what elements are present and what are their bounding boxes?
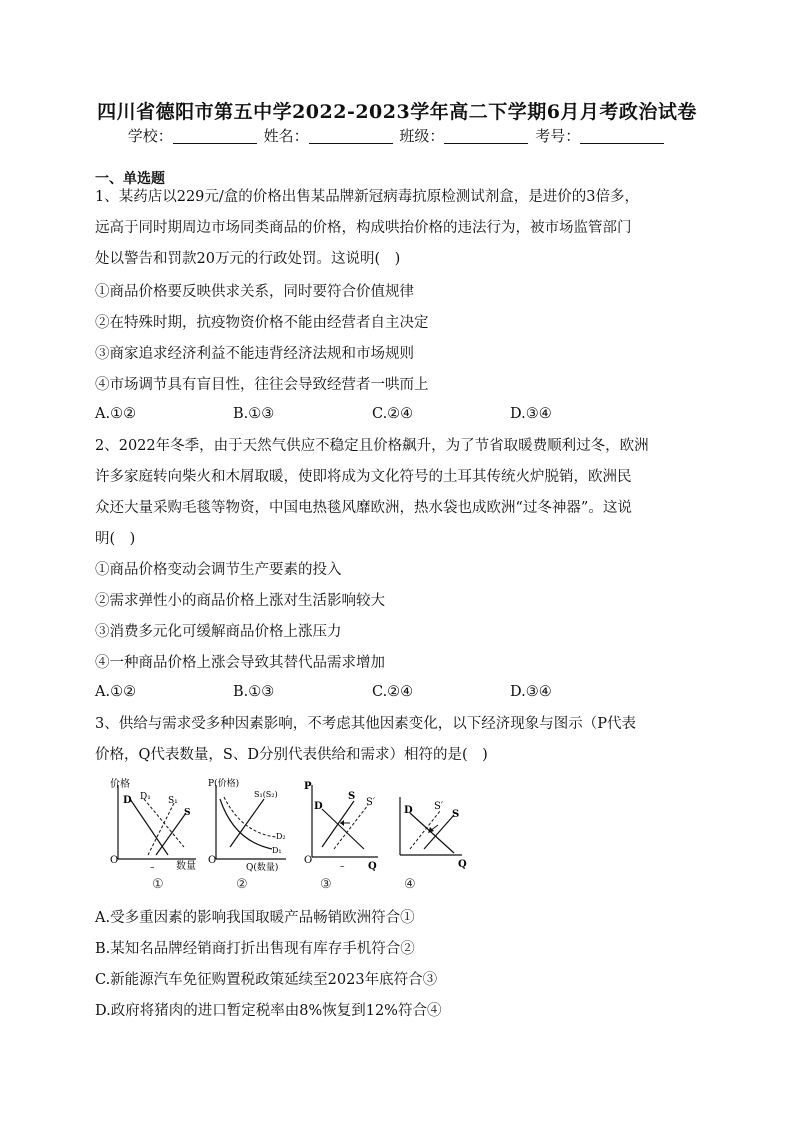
fig1-dash: –: [150, 863, 155, 873]
q1-option-d[interactable]: D.③④: [510, 406, 552, 422]
q3-option-a[interactable]: A.受多重因素的影响我国取暖产品畅销欧洲符合①: [95, 910, 415, 926]
exam-number-blank[interactable]: [580, 128, 664, 144]
fig2-d1-label: D₁: [272, 846, 282, 855]
school-blank[interactable]: [173, 128, 257, 144]
figure-3-diagram: [304, 777, 390, 872]
q2-statement: ②需求弹性小的商品价格上涨对生活影响较大: [95, 593, 385, 609]
fig1-s1-label: S₁: [168, 796, 178, 806]
exam-number-label: 考号：: [535, 127, 581, 145]
fig3-origin: O: [304, 855, 313, 866]
q2-stem-line: 众还大量采购毛毯等物资，中国电热毯风靡欧洲，热水袋也成欧洲“过冬神器”。这说: [95, 500, 632, 516]
q1-options: [95, 406, 715, 426]
fig1-s-label: S: [184, 808, 191, 818]
fig1-d-label: D: [123, 795, 132, 806]
q1-statement: ①商品价格要反映供求关系，同时要符合价值规律: [95, 284, 414, 300]
q2-option-d[interactable]: D.③④: [510, 684, 552, 700]
q3-option-c[interactable]: C.新能源汽车免征购置税政策延续至2023年底符合③: [95, 972, 438, 988]
section-heading: 一、单选题: [95, 171, 165, 187]
fig3-dash: –: [340, 862, 345, 872]
q3-option-d[interactable]: D.政府将猪肉的进口暂定税率由8%恢复到12%符合④: [95, 1003, 442, 1019]
figure-2-caption: ②: [236, 877, 248, 892]
fig2-origin: O: [208, 855, 217, 866]
q2-options: [95, 684, 715, 704]
student-info-row: [0, 125, 794, 146]
q1-stem-line: 处以警告和罚款20万元的行政处罚。这说明( ): [95, 251, 401, 267]
q2-option-a[interactable]: A.①②: [95, 684, 137, 700]
q1-option-b[interactable]: B.①③: [233, 406, 275, 422]
figure-3-caption: ③: [320, 877, 332, 892]
q2-option-c[interactable]: C.②④: [372, 684, 414, 700]
fig1-y-label: 价格: [110, 779, 130, 790]
figure-4-caption: ④: [404, 877, 416, 892]
class-label: 班级：: [399, 127, 445, 145]
fig2-y-label: P(价格): [208, 779, 240, 789]
fig4-s-prime-label: S′: [434, 801, 444, 812]
q3-stem-line: 3、供给与需求受多种因素影响，不考虑其他因素变化，以下经济现象与图示（P代表: [95, 716, 636, 732]
q2-statement: ③消费多元化可缓解商品价格上涨压力: [95, 624, 342, 640]
fig4-x-label: Q: [458, 859, 467, 870]
q1-option-c[interactable]: C.②④: [372, 406, 414, 422]
q1-stem-line: 1、某药店以229元/盒的价格出售某品牌新冠病毒抗原检测试剂盒，是进价的3倍多，: [95, 189, 640, 205]
q2-option-b[interactable]: B.①③: [233, 684, 275, 700]
q2-stem-line: 许多家庭转向柴火和木屑取暖，使即将成为文化符号的土耳其传统火炉脱销，欧洲民: [95, 469, 632, 485]
class-blank[interactable]: [444, 128, 528, 144]
fig3-s-label: S: [348, 791, 356, 802]
fig3-y-label: P: [304, 781, 312, 792]
q2-stem-line: 明( ): [95, 531, 136, 547]
q2-statement: ④一种商品价格上涨会导致其替代品需求增加: [95, 655, 385, 671]
supply-demand-figures: [108, 777, 468, 897]
q1-statement: ②在特殊时期，抗疫物资价格不能由经营者自主决定: [95, 315, 429, 331]
figure-1-diagram: [108, 777, 198, 872]
q1-stem-line: 远高于同时期周边市场同类商品的价格，构成哄抬价格的违法行为，被市场监管部门: [95, 220, 632, 236]
exam-title: 四川省德阳市第五中学2022-2023学年高二下学期6月月考政治试卷: [97, 101, 697, 123]
q2-stem-line: 2、2022年冬季，由于天然气供应不稳定且价格飙升，为了节省取暖费顺利过冬，欧洲: [95, 438, 649, 454]
figure-2-diagram: [206, 777, 296, 872]
figure-4-diagram: [394, 777, 484, 872]
name-label: 姓名：: [263, 127, 309, 145]
q1-option-a[interactable]: A.①②: [95, 406, 137, 422]
fig2-d2-label: D₂: [276, 832, 286, 841]
fig1-x-label: 数量: [176, 861, 196, 872]
q3-stem-line: 价格，Q代表数量，S、D分别代表供给和需求）相符的是( ): [95, 747, 488, 763]
fig2-x-label: Q(数量): [246, 863, 279, 873]
name-blank[interactable]: [309, 128, 393, 144]
fig3-s-prime-label: S′: [366, 797, 376, 808]
q2-statement: ①商品价格变动会调节生产要素的投入: [95, 562, 342, 578]
fig4-d-label: D: [404, 805, 413, 816]
fig2-s1-label: S₁(S₂): [254, 790, 278, 799]
fig1-origin: O: [110, 855, 119, 866]
fig1-d1-label: D₁: [140, 792, 151, 802]
fig4-s-label: S: [452, 809, 460, 820]
figure-1-caption: ①: [152, 877, 164, 892]
fig3-d-label: D: [314, 801, 323, 812]
q1-statement: ④市场调节具有盲目性，往往会导致经营者一哄而上: [95, 377, 429, 393]
q3-option-b[interactable]: B.某知名品牌经销商打折出售现有库存手机符合②: [95, 941, 415, 957]
fig3-x-label: Q: [368, 861, 377, 872]
school-label: 学校：: [127, 127, 173, 145]
q1-statement: ③商家追求经济利益不能违背经济法规和市场规则: [95, 346, 414, 362]
